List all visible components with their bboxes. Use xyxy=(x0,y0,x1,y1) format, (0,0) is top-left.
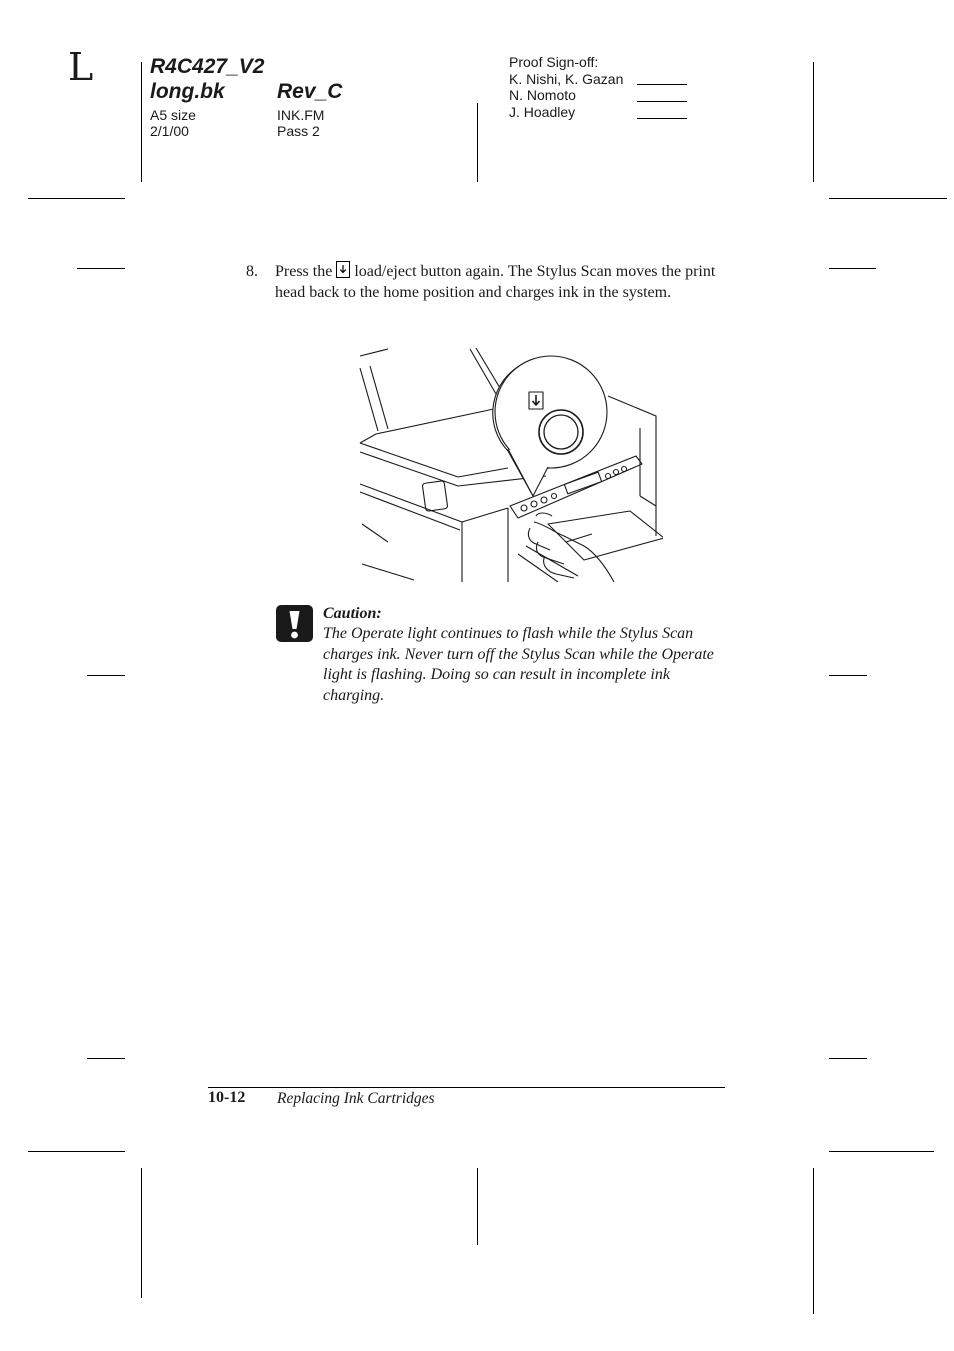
crop-mark xyxy=(477,1168,478,1245)
crop-mark xyxy=(829,675,867,676)
file-name: INK.FM xyxy=(277,107,325,123)
reviewer: J. Hoadley xyxy=(509,104,576,120)
crop-mark xyxy=(141,62,142,182)
crop-mark xyxy=(87,675,125,676)
crop-mark xyxy=(813,1168,814,1314)
crop-mark xyxy=(829,268,876,269)
footer-rule xyxy=(208,1087,725,1088)
load-eject-icon xyxy=(336,261,350,278)
chapter-title: Replacing Ink Cartridges xyxy=(277,1090,435,1107)
crop-mark xyxy=(28,1151,125,1152)
reviewer: K. Nishi, K. Gazan xyxy=(509,71,624,87)
step-text xyxy=(275,261,730,303)
caution-title: Caution: xyxy=(323,605,382,622)
scanner-illustration xyxy=(358,346,663,582)
exclamation-icon xyxy=(276,605,313,642)
crop-mark xyxy=(87,1058,125,1059)
paper-size: A5 size xyxy=(150,107,196,123)
revision: Rev_C xyxy=(277,80,343,103)
reviewer: N. Nomoto xyxy=(509,87,576,103)
side-letter: L xyxy=(68,45,94,89)
signature-line xyxy=(637,101,687,102)
step-text-end: load/eject button again. The Stylus Scan moves the print head back to the home position and charges ink in the system. xyxy=(275,263,716,301)
crop-mark xyxy=(77,268,125,269)
caution-body: The Operate light continues to flash while the Stylus Scan charges ink. Never turn off the Stylus Scan while the Operate light is flashing. Doing so can result in incomplete ink charging. xyxy=(323,625,714,704)
crop-mark xyxy=(829,1058,867,1059)
step-number: 8. xyxy=(246,263,258,280)
crop-mark xyxy=(141,1168,142,1298)
book-name: long.bk xyxy=(150,80,225,103)
step-text-start: Press the xyxy=(275,263,333,280)
proof-title: Proof Sign-off: xyxy=(509,54,599,70)
crop-mark xyxy=(813,62,814,182)
crop-mark xyxy=(829,198,947,199)
doc-id: R4C427_V2 xyxy=(150,55,265,78)
signature-line xyxy=(637,118,687,119)
crop-mark xyxy=(28,198,125,199)
crop-mark xyxy=(477,103,478,182)
pass: Pass 2 xyxy=(277,123,320,139)
crop-mark xyxy=(829,1151,934,1152)
date: 2/1/00 xyxy=(150,123,189,139)
page-number: 10-12 xyxy=(208,1089,246,1106)
signature-line xyxy=(637,84,687,85)
